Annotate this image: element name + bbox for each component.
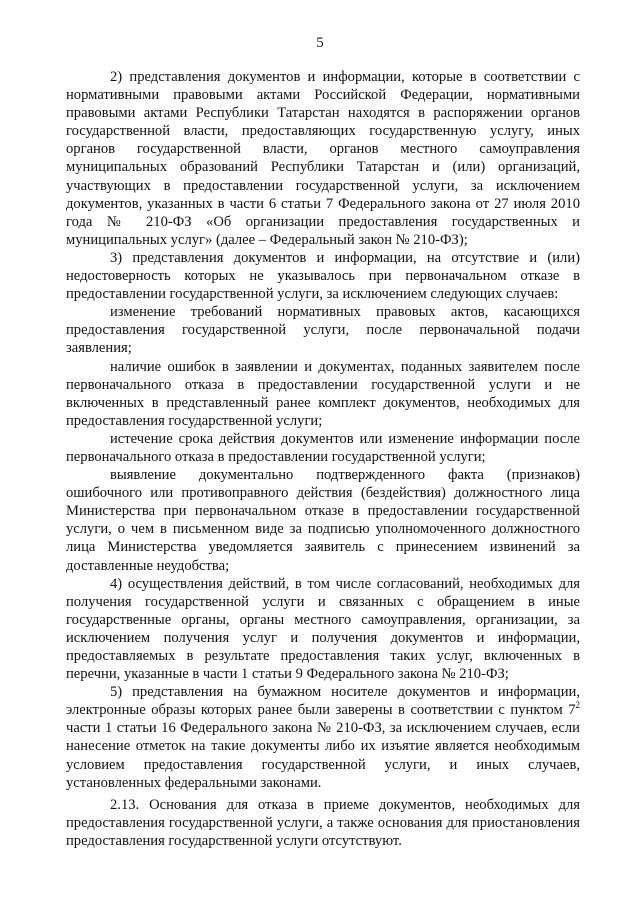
paragraph-item-3: 3) представления документов и информации, на отсутствие и (или) недостоверность которых не указывалось при первоначальном отказе в предоставлении государственной услуги, за исключением следующих случаев: — [66, 249, 580, 303]
paragraph-2-13: 2.13. Основания для отказа в приеме документов, необходимых для предоставления государственной услуги, а также основания для приостановления предоставления государственной услуги отсутствуют. — [66, 796, 580, 849]
paragraph-item-2: 2) представления документов и информации, которые в соответствии с нормативными правовыми актами Российской Федерации, нормативными правовыми актами Республики Татарстан находятся в распоряжении органов государственной власти, предоставляющих государственную услугу, иных органов государственной власти, органов местного самоуправления муниципальных образований Республики Татарстан и (или) организаций, участвующих в предоставлении государственной услуги, за исключением документов, указанных в части 6 статьи 7 Федерального закона от 27 июля 2010 года № 210-ФЗ «Об организации предоставления государственных и муниципальных услуг» (далее – Федеральный закон № 210-ФЗ); — [66, 69, 580, 248]
paragraph-exception-expiry: истечение срока действия документов или изменение информации после первоначального отказа в предоставлении государственной услуги; — [66, 430, 580, 465]
paragraph-item-5-text-before: 5) представления на бумажном носителе документов и информации, электронные образы которых ранее были заверены в соответствии с пунктом 7 — [66, 684, 580, 719]
paragraph-item-5-text-after: части 1 статьи 16 Федерального закона № 210-ФЗ, за исключением случаев, если нанесение отметок на такие документы либо их изъятие является необходимым условием предоставления государственной услуги, и иных случаев, установленных федеральными законами. — [66, 720, 580, 791]
superscript-2: 2 — [575, 700, 580, 711]
paragraph-exception-errors: наличие ошибок в заявлении и документах, поданных заявителем после первоначального отказа в предоставлении государственной услуги и не включенных в представленный ранее комплект документов, необходимых для предоставления государственной услуги; — [66, 358, 580, 429]
document-body — [66, 68, 580, 850]
paragraph-exception-regulatory-change: изменение требований нормативных правовых актов, касающихся предоставления государственной услуги, после первоначальной подачи заявления; — [66, 304, 580, 357]
page-number: 5 — [316, 35, 324, 51]
paragraph-item-5 — [66, 683, 580, 792]
paragraph-item-4: 4) осуществления действий, в том числе согласований, необходимых для получения государственной услуги и связанных с обращением в иные государственные органы, органы местного самоуправления, организации, за исключением получения услуг и получения документов и информации, предоставляемых в результате предоставления таких услуг, включенных в перечни, указанные в части 1 статьи 9 Федерального закона № 210-ФЗ; — [66, 575, 580, 683]
paragraph-exception-official-error: выявление документально подтвержденного факта (признаков) ошибочного или противоправного действия (бездействия) должностного лица Министерства при первоначальном отказе в предоставлении государственной услуги, о чем в письменном виде за подписью уполномоченного должностного лица Министерства уведомляется заявитель с принесением извинений за доставленные неудобства; — [66, 467, 580, 574]
